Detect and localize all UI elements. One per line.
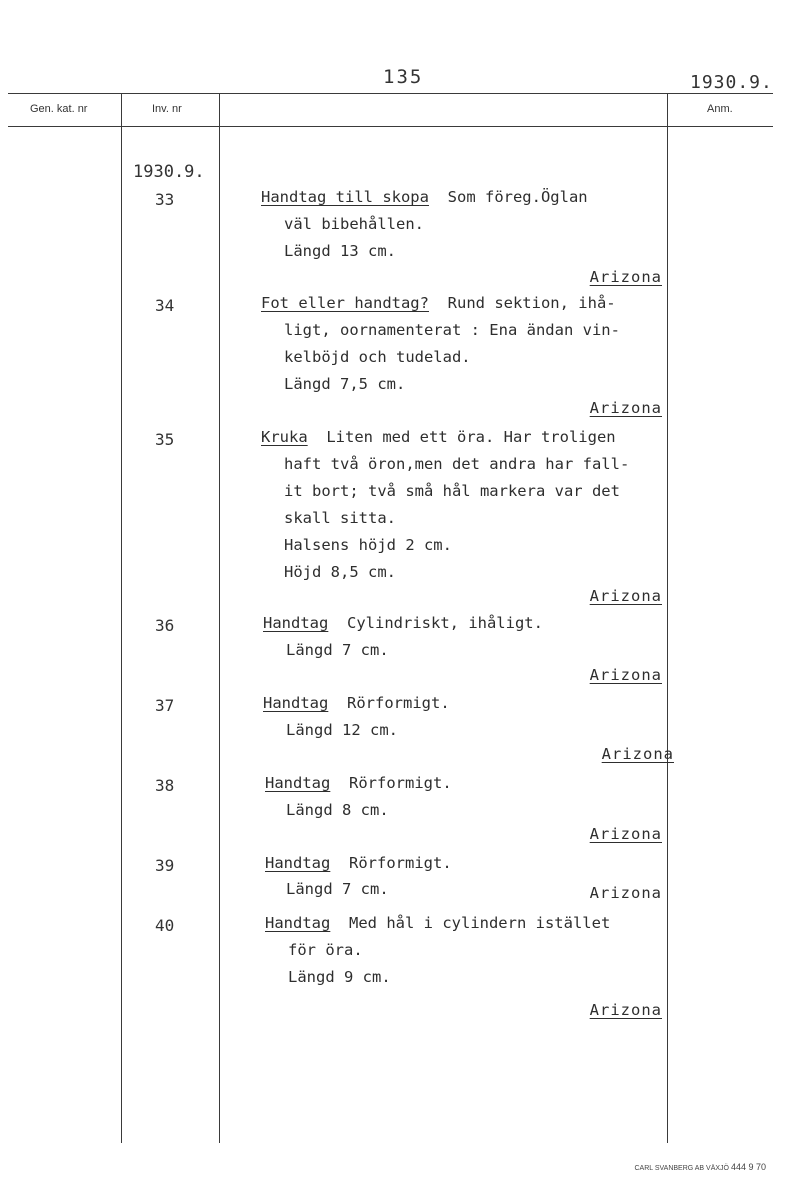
header-year: 1930.9. xyxy=(690,72,773,93)
header-bottom-rule xyxy=(8,126,773,127)
entry-line xyxy=(261,428,616,446)
entry-line xyxy=(263,694,450,712)
form-code: 444 9 70 xyxy=(730,1162,766,1172)
column-header-gen: Gen. kat. nr xyxy=(30,103,88,115)
entry-text: haft två öron,men det andra har fall- xyxy=(284,455,630,473)
entry-text: Rund sektion, ihå- xyxy=(447,294,616,312)
column-divider-inv xyxy=(219,93,220,1143)
date-label: 1930.9. xyxy=(133,162,205,182)
printer-footer xyxy=(634,1162,766,1172)
entry-text: Längd 7,5 cm. xyxy=(284,375,406,393)
entry-place: Arizona xyxy=(589,399,662,417)
entry-text: Höjd 8,5 cm. xyxy=(284,563,396,581)
entry-text: Längd 9 cm. xyxy=(288,968,391,986)
entry-title: Fot eller handtag? xyxy=(261,294,429,312)
entry-place: Arizona xyxy=(589,884,662,902)
inv-number: 36 xyxy=(155,616,175,635)
column-divider-gen xyxy=(121,93,122,1143)
entry-place: Arizona xyxy=(589,1001,662,1019)
entry-title: Handtag xyxy=(265,914,331,932)
entry-line xyxy=(265,854,452,872)
inv-number: 34 xyxy=(155,296,175,315)
entry-line xyxy=(261,294,616,312)
entry-title: Kruka xyxy=(261,428,308,446)
entry-text: Längd 7 cm. xyxy=(286,880,389,898)
entry-line xyxy=(261,188,588,206)
entry-text: Längd 8 cm. xyxy=(286,801,389,819)
entry-line xyxy=(265,914,610,932)
entry-text: it bort; två små hål markera var det xyxy=(284,482,620,500)
entry-title: Handtag xyxy=(263,694,329,712)
entry-title: Handtag xyxy=(265,774,331,792)
entry-place: Arizona xyxy=(589,825,662,843)
entry-place: Arizona xyxy=(589,268,662,286)
entry-text: ligt, oornamenterat : Ena ändan vin- xyxy=(284,321,620,339)
column-divider-anm xyxy=(667,93,668,1143)
entry-place: Arizona xyxy=(589,587,662,605)
page-number: 135 xyxy=(383,66,424,88)
inv-number: 39 xyxy=(155,856,175,875)
inv-number: 37 xyxy=(155,696,175,715)
entry-text: skall sitta. xyxy=(284,509,396,527)
entry-text: Längd 12 cm. xyxy=(286,721,398,739)
entry-line xyxy=(263,614,543,632)
column-header-anm: Anm. xyxy=(707,103,733,115)
entry-text: Längd 7 cm. xyxy=(286,641,389,659)
entry-text: väl bibehållen. xyxy=(284,215,424,233)
inv-number: 35 xyxy=(155,430,175,449)
column-header-inv: Inv. nr xyxy=(152,103,182,115)
entry-place: Arizona xyxy=(601,745,674,763)
entry-text: Rörformigt. xyxy=(347,694,450,712)
entry-text: Liten med ett öra. Har troligen xyxy=(326,428,616,446)
entry-text: Rörformigt. xyxy=(349,854,452,872)
header-top-rule xyxy=(8,93,773,94)
printer-name: CARL SVANBERG AB VÄXJÖ xyxy=(634,1165,729,1172)
entry-line xyxy=(265,774,452,792)
entry-title: Handtag till skopa xyxy=(261,188,429,206)
inv-number: 38 xyxy=(155,776,175,795)
entry-text: Rörformigt. xyxy=(349,774,452,792)
entry-title: Handtag xyxy=(263,614,329,632)
entry-text: Halsens höjd 2 cm. xyxy=(284,536,452,554)
inv-number: 33 xyxy=(155,190,175,209)
entry-text: Längd 13 cm. xyxy=(284,242,396,260)
inv-number: 40 xyxy=(155,916,175,935)
entry-text: Med hål i cylindern istället xyxy=(349,914,611,932)
entry-text: Som föreg.Öglan xyxy=(447,188,588,206)
entry-text: för öra. xyxy=(288,941,363,959)
entry-text: kelböjd och tudelad. xyxy=(284,348,471,366)
entry-text: Cylindriskt, ihåligt. xyxy=(347,614,543,632)
entry-place: Arizona xyxy=(589,666,662,684)
entry-title: Handtag xyxy=(265,854,331,872)
